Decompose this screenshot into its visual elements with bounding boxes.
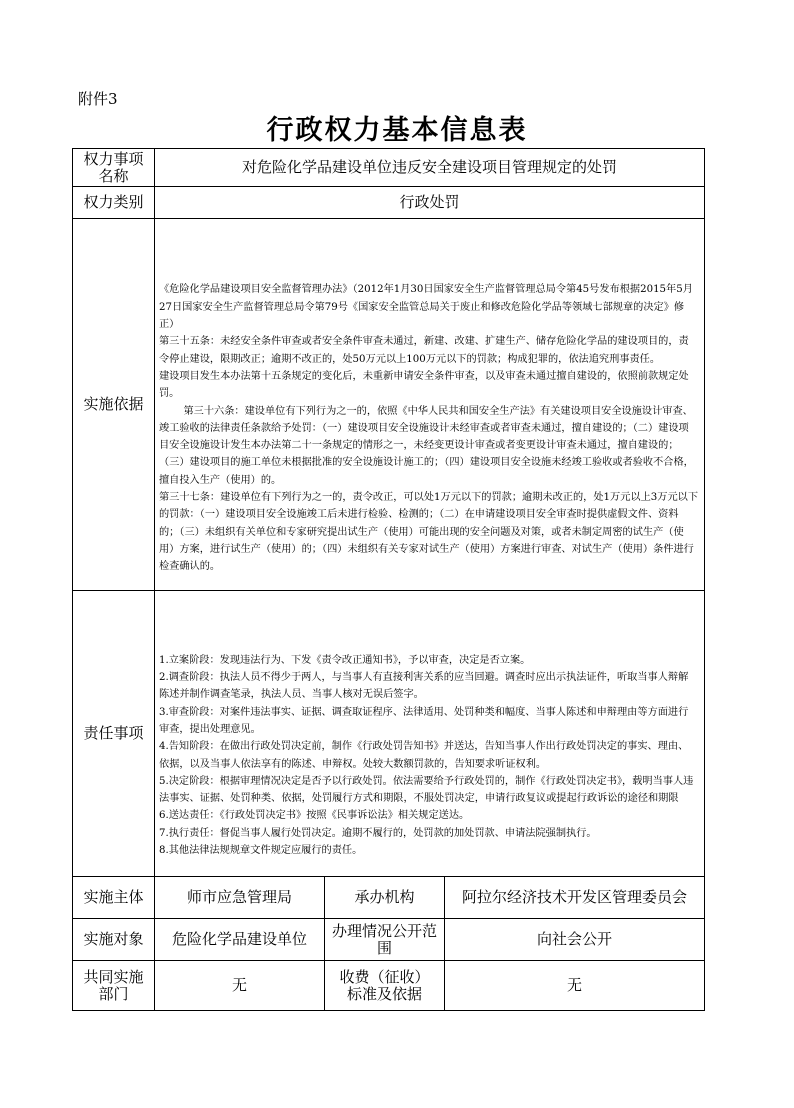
responsibility-item: 4.告知阶段：在做出行政处罚决定前，制作《行政处罚告知书》并送达，告知当事人作出行政处罚决定的事实、理由、依据，以及当事人依法享有的陈述、申辩权。处较大数额罚款的，告知要求听证权利。	[159, 741, 689, 770]
fee-value-cell	[445, 961, 705, 1011]
fee-label-cell	[325, 961, 445, 1011]
power-type-label-cell	[73, 187, 155, 219]
responsibility-label: 责任事项	[83, 724, 144, 742]
joint-label-cell	[73, 961, 155, 1011]
office-value-cell	[445, 877, 705, 919]
responsibility-item: 8.其他法律法规规章文件规定应履行的责任。	[159, 844, 363, 856]
power-name-label-cell	[73, 149, 155, 187]
responsibility-item: 5.决定阶段：根据审理情况决定是否予以行政处罚。依法需要给予行政处罚的，制作《行政处罚决定书》，载明当事人违法事实、证据、处罚种类、依据，处罚履行方式和期限，不服处罚决定，申请行政复议或提起行政诉讼的途径和期限	[159, 775, 694, 805]
joint-label: 共同实施部门	[83, 967, 144, 1003]
fee-label: 收费（征收）标准及依据	[339, 967, 430, 1003]
office-value: 阿拉尔经济技术开发区管理委员会	[462, 888, 688, 906]
target-label: 实施对象	[83, 930, 144, 948]
row-responsibility	[73, 591, 705, 877]
basis-paragraph: 《危险化学品建设项目安全监督管理办法》（2012年1月30日国家安全生产监督管理总局令第45号发布根据2015年5月27日国家安全生产监督管理总局令第79号《国家安全监管总局关于废止和修改危险化学品等领域七部规章的决定》修正）	[159, 284, 693, 331]
entity-label: 实施主体	[83, 888, 144, 906]
power-name-label: 权力事项名称	[83, 149, 144, 185]
power-type-label: 权力类别	[83, 193, 144, 211]
disclosure-label: 办理情况公开范围	[331, 921, 437, 957]
disclosure-label-cell	[325, 919, 445, 961]
disclosure-value-cell	[445, 919, 705, 961]
entity-value-cell	[155, 877, 325, 919]
responsibility-label-cell	[73, 591, 155, 877]
target-value-cell	[155, 919, 325, 961]
fee-value: 无	[567, 976, 583, 994]
target-value: 危险化学品建设单位	[171, 930, 307, 948]
basis-label: 实施依据	[83, 395, 144, 413]
basis-paragraph: 第三十五条：未经安全条件审查或者安全条件审查未通过，新建、改建、扩建生产、储存危险化学品的建设项目的，责令停止建设，限期改正；逾期不改正的，处50万元以上100万元以下的罚款；构成犯罪的，依法追究刑事责任。	[159, 336, 689, 365]
responsibility-item: 6.送达责任：《行政处罚决定书》按照《民事诉讼法》相关规定送达。	[159, 810, 470, 822]
responsibility-item: 1.立案阶段：发现违法行为、下发《责令改正通知书》，予以审查，决定是否立案。	[159, 654, 531, 666]
row-joint	[73, 961, 705, 1011]
power-type-value: 行政处罚	[399, 193, 460, 211]
basis-paragraph: 建设项目发生本办法第十五条规定的变化后，未重新申请安全条件审查，以及审查未通过擅自建设的，依照前款规定处罚。	[159, 370, 689, 400]
power-name-value-cell	[155, 149, 705, 187]
disclosure-value: 向社会公开	[537, 930, 613, 948]
target-label-cell	[73, 919, 155, 961]
responsibility-item: 7.执行责任：督促当事人履行处罚决定。逾期不履行的，处罚款的加处罚款、申请法院强制执行。	[159, 827, 597, 839]
joint-value-cell	[155, 961, 325, 1011]
basis-content-cell	[155, 219, 705, 591]
row-power-type	[73, 187, 705, 219]
basis-paragraph: 第三十六条：建设单位有下列行为之一的，依照《中华人民共和国安全生产法》有关建设项目安全设施设计审查、竣工验收的法律责任条款给予处罚：（一）建设项目安全设施设计未经审查或者审查未通过，擅自建设的；（二）建设项目安全设施设计发生本办法第二十一条规定的情形之一，未经变更设计审查或者变更设计审查未通过，擅自建设的；（三）建设项目的施工单位未根据批准的安全设施设计施工的；（四）建设项目安全设施未经竣工验收或者验收不合格，擅自投入生产（使用）的。	[159, 405, 694, 486]
basis-label-cell	[73, 219, 155, 591]
document-title: 行政权力基本信息表	[266, 115, 528, 146]
office-label: 承办机构	[354, 888, 415, 906]
office-label-cell	[325, 877, 445, 919]
attachment-label: 附件3	[78, 90, 118, 108]
entity-value: 师市应急管理局	[186, 888, 292, 906]
entity-label-cell	[73, 877, 155, 919]
info-table	[72, 148, 705, 1011]
responsibility-content-cell	[155, 591, 705, 877]
basis-paragraph: 第三十七条：建设单位有下列行为之一的，责令改正，可以处1万元以下的罚款；逾期未改正的，处1万元以上3万元以下的罚款：（一）建设项目安全设施竣工后未进行检验、检测的；（二）在申请建设项目安全审查时提供虚假文件、资料的；（三）未组织有关单位和专家研究提出试生产（使用）可能出现的安全问题及对策，或者未制定周密的试生产（使用）方案，进行试生产（使用）的；（四）未组织有关专家对试生产（使用）方案进行审查、对试生产（使用）条件进行检查确认的。	[159, 492, 699, 573]
row-basis	[73, 219, 705, 591]
responsibility-item: 3.审查阶段：对案件违法事实、证据、调查取证程序、法律适用、处罚种类和幅度、当事人陈述和申辩理由等方面进行审查，提出处理意见。	[159, 706, 689, 735]
power-type-value-cell	[155, 187, 705, 219]
responsibility-item: 2.调查阶段：执法人员不得少于两人，与当事人有直接利害关系的应当回避。调查时应出示执法证件，听取当事人辩解陈述并制作调查笔录，执法人员、当事人核对无误后签字。	[159, 672, 689, 701]
row-entity	[73, 877, 705, 919]
power-name-value: 对危险化学品建设单位违反安全建设项目管理规定的处罚	[242, 158, 618, 176]
row-power-name	[73, 149, 705, 187]
joint-value: 无	[231, 976, 247, 994]
row-target	[73, 919, 705, 961]
